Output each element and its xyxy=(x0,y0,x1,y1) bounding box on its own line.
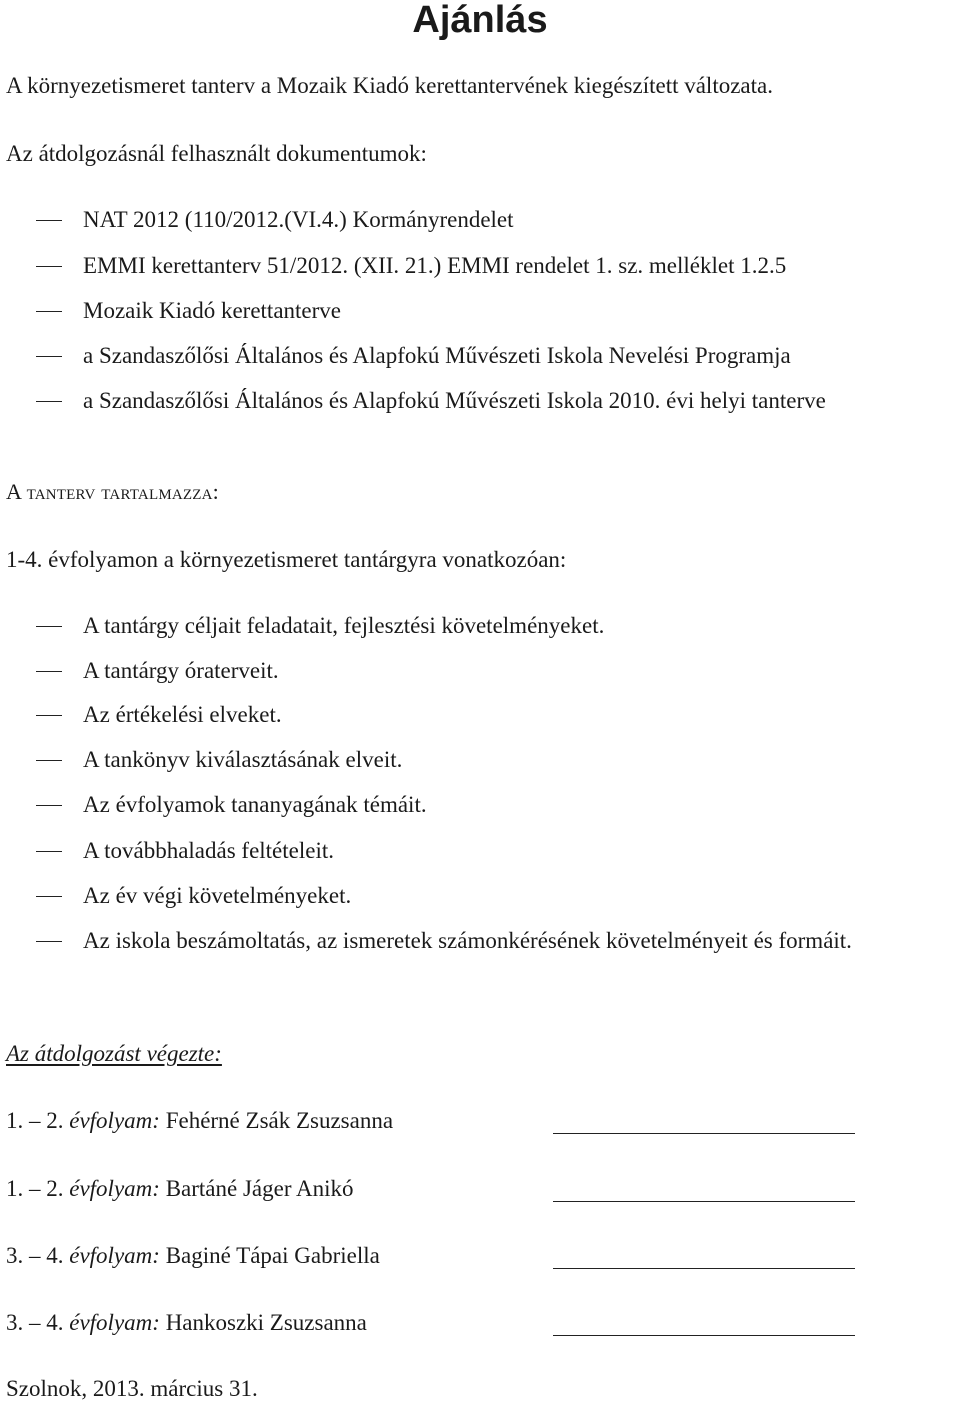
author-name: Hankoszki Zsuzsanna xyxy=(165,1310,367,1335)
place-date: Szolnok, 2013. március 31. xyxy=(6,1376,258,1401)
author-name: Fehérné Zsák Zsuzsanna xyxy=(165,1108,394,1133)
author-grade: 3. – 4. xyxy=(6,1243,64,1268)
list-item-text: A tantárgy óraterveit. xyxy=(83,658,279,683)
author-grade: 1. – 2. xyxy=(6,1176,64,1201)
dash-bullet-icon xyxy=(36,220,62,221)
dash-bullet-icon xyxy=(36,851,62,852)
author-row xyxy=(6,1174,956,1206)
dash-bullet-icon xyxy=(36,671,62,672)
dash-bullet-icon xyxy=(36,941,62,942)
dash-bullet-icon xyxy=(36,760,62,761)
list-item-text: EMMI kerettanterv 51/2012. (XII. 21.) EMMI rendelet 1. sz. melléklet 1.2.5 xyxy=(83,253,787,278)
signature-line xyxy=(553,1335,855,1336)
dash-bullet-icon xyxy=(36,805,62,806)
list-item-text: A tantárgy céljait feladatait, fejlesztési követelményeket. xyxy=(83,613,605,638)
signature-line xyxy=(553,1201,855,1202)
author-name: Bartáné Jáger Anikó xyxy=(165,1176,354,1201)
signature-line xyxy=(553,1133,855,1134)
grades-line: 1-4. évfolyamon a környezetismeret tantárgyra vonatkozóan: xyxy=(6,547,567,572)
authors-heading: Az átdolgozást végezte: xyxy=(6,1041,222,1066)
contents-heading: A tanterv tartalmazza: xyxy=(6,479,219,504)
author-row xyxy=(6,1106,956,1138)
list-item-text: a Szandaszőlősi Általános és Alapfokú Művészeti Iskola Nevelési Programja xyxy=(83,343,791,368)
author-grade: 3. – 4. xyxy=(6,1310,64,1335)
author-grade-label: évfolyam: xyxy=(69,1243,160,1268)
dash-bullet-icon xyxy=(36,896,62,897)
page-title: Ajánlás xyxy=(412,0,548,41)
signature-line xyxy=(553,1268,855,1269)
list-item-text: Az értékelési elveket. xyxy=(83,702,282,727)
author-name: Baginé Tápai Gabriella xyxy=(165,1243,380,1268)
list-item-text: Az év végi követelményeket. xyxy=(83,883,352,908)
author-grade-label: évfolyam: xyxy=(69,1310,160,1335)
author-row xyxy=(6,1308,956,1340)
author-row xyxy=(6,1241,956,1273)
dash-bullet-icon xyxy=(36,715,62,716)
list-item-text: Mozaik Kiadó kerettanterve xyxy=(83,298,341,323)
author-grade: 1. – 2. xyxy=(6,1108,64,1133)
dash-bullet-icon xyxy=(36,626,62,627)
intro-text: A környezetismeret tanterv a Mozaik Kiadó kerettantervének kiegészített változata. xyxy=(6,73,773,98)
list-item-text: Az iskola beszámoltatás, az ismeretek számonkérésének követelményeit és formáit. xyxy=(83,928,852,953)
list-item-text: a Szandaszőlősi Általános és Alapfokú Művészeti Iskola 2010. évi helyi tanterve xyxy=(83,388,826,413)
list-item-text: Az évfolyamok tananyagának témáit. xyxy=(83,792,427,817)
documents-heading: Az átdolgozásnál felhasznált dokumentumok: xyxy=(6,141,427,166)
list-item-text: NAT 2012 (110/2012.(VI.4.) Kormányrendelet xyxy=(83,207,514,232)
dash-bullet-icon xyxy=(36,356,62,357)
author-grade-label: évfolyam: xyxy=(69,1108,160,1133)
dash-bullet-icon xyxy=(36,266,62,267)
list-item-text: A továbbhaladás feltételeit. xyxy=(83,838,334,863)
dash-bullet-icon xyxy=(36,401,62,402)
list-item-text: A tankönyv kiválasztásának elveit. xyxy=(83,747,403,772)
author-grade-label: évfolyam: xyxy=(69,1176,160,1201)
dash-bullet-icon xyxy=(36,311,62,312)
